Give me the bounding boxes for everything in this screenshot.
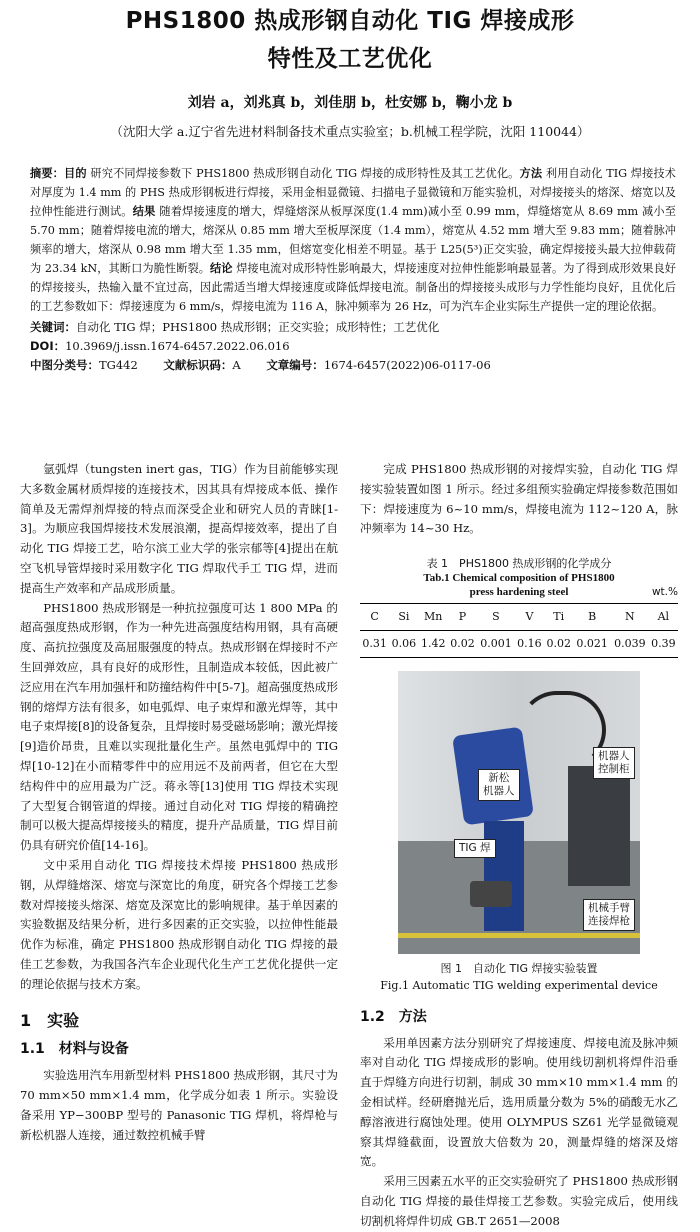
materials-paragraph: 实验选用汽车用新型材料 PHS1800 热成形钢，其尺寸为 70 mm×50 mm×1.4 mm，化学成分如表 1 所示。实验设备采用 YP−300BP 型号的 Panasonic TIG 焊机，将焊枪与新松机器人连接，通过数控机械手臂 [20, 1068, 338, 1142]
equipment-paragraph: 完成 PHS1800 热成形钢的对接焊实验，自动化 TIG 焊接实验装置如图 1 所示。经过多组预实验确定焊接参数范围如下：焊接速度为 6~10 mm/s，焊接电流为 112~120 A，脉冲频率为 14~30 Hz。 [360, 462, 678, 536]
table-caption-en-2: press hardening steel [469, 586, 569, 599]
table-caption-en-1: Tab.1 Chemical composition of PHS1800 [423, 572, 615, 585]
classification-line [30, 356, 676, 375]
intro-paragraph-2: PHS1800 热成形钢是一种抗拉强度可达 1 800 MPa 的超高强度热成形钢，作为一种先进高强度结构用钢，具有高硬度、高抗拉强度及高屈服强度的特点。热成形钢在焊接时不产生回弹效应，具有良好的成形性，且制造成本较低，因此被广泛应用在汽车用加强杆和防撞结构件中[5-7]。超高强度热成形钢的熔焊方法有很多，如电弧焊、电子束焊和激光焊等，其中电子束焊接[8]的设备复杂，且焊接时易受磁场影响；激光焊接[9]造价昂贵，且难以实现批量化生产。虽然电弧焊中的 TIG 焊[10-12]在小而精零件中的应用远不及前两者，但它在大型结构件中的应用最为广泛。蒋永等[13]使用 TIG 焊技术实现了大型复合钢管道的焊接。通过自动化对 TIG 焊接的精确控制可以极大提高焊接接头的精度，提升产品质量，TIG 焊目前仍具有研究价值[14-16]。 [20, 600, 338, 853]
table-cell: 0.02 [448, 630, 477, 657]
figure-1-photo [398, 671, 640, 954]
table-cell: 0.31 [360, 630, 389, 657]
abstract-result: 随着焊接速度的增大，焊缝熔深从板厚深度(1.4 mm)减小至 0.99 mm，焊缝熔宽从 8.69 mm 减小至 5.70 mm；随着焊接电流的增大，熔深从 0.85 mm 增大至板厚深度（1.4 mm），熔宽从 4.52 mm 增大至 9.83 mm；随着脉冲频率的增大，熔深从 0.98 mm 增大至 1.35 mm，但熔宽变化相差不明显。基于 L25(5³)正交实验，确定焊接接头最大拉伸载荷为 23.34 kN，其断口为脆性断裂。 [30, 205, 676, 275]
methods-paragraph-1: 采用单因素方法分别研究了焊接速度、焊接电流及脉冲频率对自动化 TIG 焊接成形的影响。使用线切割机将焊件沿垂直于焊缝方向进行切割，制成 30 mm×10 mm×1.4 mm 的金相试样。经研磨抛光后，选用质量分数为 5%的硝酸无水乙醇溶液进行腐蚀处理。使用 OLYMPUS SZ61 光学显微镜观察其焊缝截面，设置放大倍数为 20，测量焊缝的熔深及熔宽。 [360, 1035, 678, 1169]
result-label: 结果 [132, 205, 156, 218]
keywords-text: 自动化 TIG 焊；PHS1800 热成形钢；正交实验；成形特性；工艺优化 [76, 320, 440, 334]
clc-value: TG442 [99, 358, 138, 372]
article-no-label: 文章编号： [266, 358, 324, 372]
table-header-cell: Si [389, 604, 418, 631]
title-line-1: PHS1800 热成形钢自动化 TIG 焊接成形 [125, 8, 575, 34]
table-header-cell: S [477, 604, 515, 631]
left-column [20, 460, 338, 1232]
table-cell: 0.021 [573, 630, 611, 657]
table-header-cell: Al [649, 604, 678, 631]
table-header-row [360, 604, 678, 631]
table-cell: 0.16 [515, 630, 544, 657]
article-no-value: 1674-6457(2022)06-0117-06 [323, 358, 491, 372]
abstract-method: 利用自动化 TIG 焊接技术对厚度为 1.4 mm 的 PHS 热成形钢板进行焊接，采用金相显微镜、扫描电子显微镜和万能实验机，对焊接接头的熔深、熔宽以及拉伸性能进行测试。 [30, 167, 676, 218]
doi-label: DOI： [30, 339, 66, 353]
photo-floor-line [398, 933, 640, 938]
conclusion-label: 结论 [210, 262, 233, 275]
table-cell: 0.02 [544, 630, 573, 657]
method-label: 方法 [519, 167, 543, 180]
section-heading-experiment: 1 实验 [20, 1010, 80, 1030]
table-caption-cn: 表 1 PHS1800 热成形钢的化学成分 [426, 557, 612, 571]
author-list: 刘岩 a，刘兆真 b，刘佳朋 b，杜安娜 b，鞠小龙 b [187, 95, 513, 111]
table-cell: 0.001 [477, 630, 515, 657]
abstract-purpose: 研究不同焊接参数下 PHS1800 热成形钢自动化 TIG 焊接的成形特性及其工艺优化。 [90, 167, 520, 180]
title-line-2: 特性及工艺优化 [267, 46, 433, 72]
figure-caption-en: Fig.1 Automatic TIG welding experimental device [380, 978, 658, 992]
label-control-cabinet: 机器人 控制柜 [593, 747, 635, 779]
table-cell: 0.039 [611, 630, 649, 657]
figure-caption-cn: 图 1 自动化 TIG 焊接实验装置 [440, 961, 598, 975]
table-header-cell: V [515, 604, 544, 631]
label-arm-torch: 机械手臂 连接焊枪 [583, 899, 635, 931]
intro-paragraph-1: 氩弧焊（tungsten inert gas，TIG）作为目前能够实现大多数金属材质焊接的连接技术，因其具有焊接成本低、操作简单及无需焊剂焊接的特点而深受企业和研究人员的青睐[1-3]。为顺应我国焊接技术发展浪潮，提高焊接效率，提出了自动化 TIG 焊接工艺，哈尔滨工业大学的张宗郁等[4]提出在航空飞机导管焊接时采用数字化 TIG 焊取代手工 TIG 焊，进而提高生产效率和产品成形质量。 [20, 462, 338, 595]
subsection-heading-materials: 1.1 材料与设备 [20, 1041, 129, 1058]
subsection-heading-methods: 1.2 方法 [360, 1008, 427, 1025]
paper-title [0, 2, 700, 78]
abstract-label: 摘要： [30, 167, 65, 180]
table-cell: 1.42 [419, 630, 448, 657]
table-header-cell: Ti [544, 604, 573, 631]
table-unit: wt.% [651, 586, 678, 599]
abstract-conclusion: 焊接电流对成形特性影响最大，焊接速度对拉伸性能影响最显著。为了得到成形效果良好的焊接接头，热输入量不宜过高，因此需适当增大焊接速度或降低焊接电流。制备出的焊接接头成形与力学性能均良好，且优化后的工艺参数如下：焊接速度为 6 mm/s，焊接电流为 116 A，脉冲频率为 26 Hz，可为汽车企业实际生产提供一定的理论依据。 [30, 262, 676, 313]
affiliation: （沈阳大学 a.辽宁省先进材料制备技术重点实验室；b.机械工程学院，沈阳 110044） [110, 124, 590, 139]
table-row [360, 630, 678, 657]
composition-table [360, 603, 678, 658]
table-1-caption [360, 557, 678, 599]
table-header-cell: N [611, 604, 649, 631]
body-columns [20, 460, 680, 1232]
label-robot: 新松 机器人 [478, 769, 520, 801]
label-tig-torch: TIG 焊 [454, 839, 496, 858]
keywords-line [30, 318, 676, 337]
table-header-cell: B [573, 604, 611, 631]
doi-line [30, 337, 676, 356]
right-column [360, 460, 678, 1232]
doc-code-value: A [232, 358, 241, 372]
abstract [30, 164, 676, 316]
photo-robot-base [484, 821, 524, 931]
keywords-label: 关键词： [30, 320, 76, 334]
figure-1-caption [360, 960, 678, 994]
paper-page [0, 2, 700, 1228]
intro-paragraph-3: 文中采用自动化 TIG 焊接技术焊接 PHS1800 热成形钢，从焊缝熔深、熔宽与深宽比的角度，研究各个焊接工艺参数对焊接接头熔深、熔宽及深宽比的影响规律。基于单因素的实验数据及结果分析，进行多因素的正交实验，以拉伸性能最优作为标准，确定 PHS1800 热成形钢自动化 TIG 焊接的最佳工艺参数，为我国各汽车企业现代化生产工艺优化提供一定的理论依据与技术方案。 [20, 857, 338, 991]
doc-code-label: 文献标识码： [163, 358, 233, 372]
methods-paragraph-2: 采用三因素五水平的正交实验研究了 PHS1800 热成形钢自动化 TIG 焊接的最佳焊接工艺参数。实验完成后，使用线切割机将焊件切成 GB.T 2651—2008 [360, 1174, 678, 1228]
clc-label: 中图分类号： [30, 358, 99, 372]
table-cell: 0.06 [389, 630, 418, 657]
table-header-cell: Mn [419, 604, 448, 631]
purpose-label: 目的 [64, 167, 87, 180]
table-cell: 0.39 [649, 630, 678, 657]
table-header-cell: P [448, 604, 477, 631]
photo-welding-torch [470, 881, 512, 907]
table-header-cell: C [360, 604, 389, 631]
doi-text: 10.3969/j.issn.1674-6457.2022.06.016 [65, 339, 290, 353]
article-meta [30, 318, 676, 375]
photo-control-cabinet [568, 766, 630, 886]
